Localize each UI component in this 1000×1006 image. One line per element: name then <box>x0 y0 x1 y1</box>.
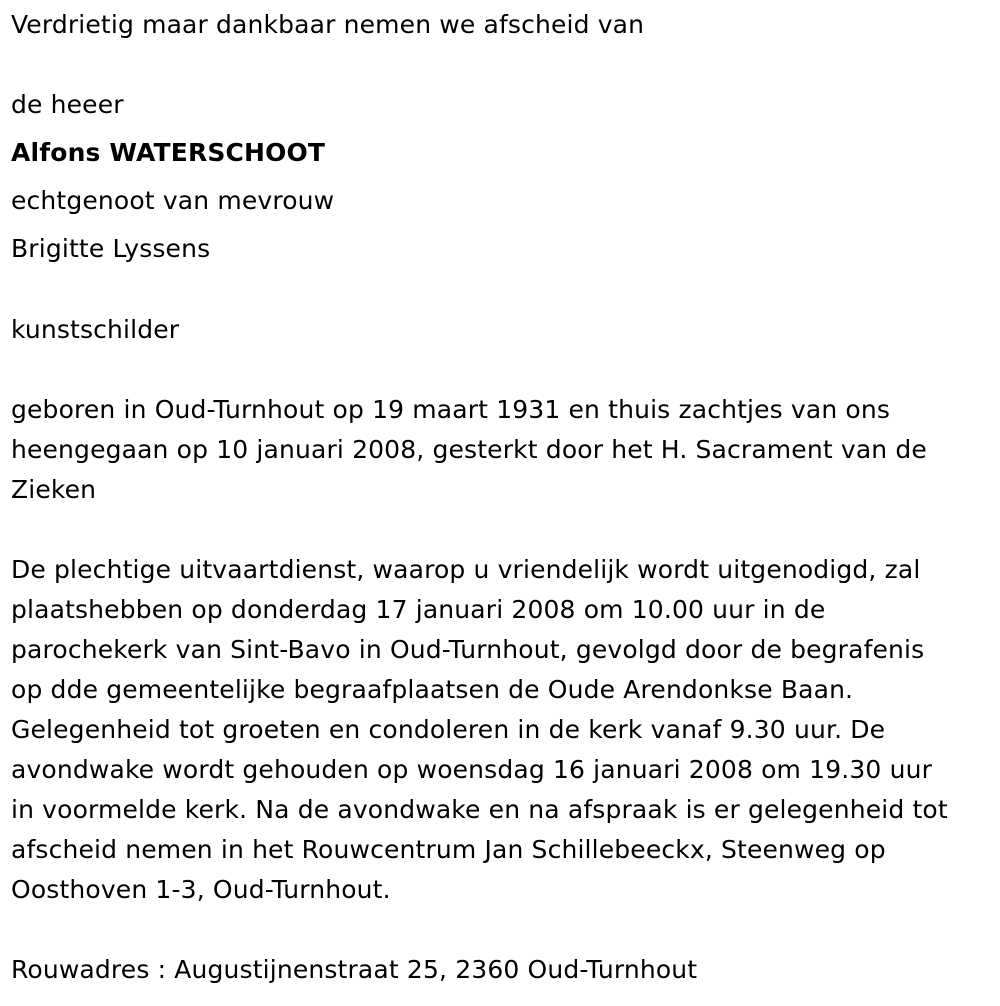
paragraph-line: Zieken <box>11 475 97 504</box>
paragraph-line: Oosthoven 1-3, Oud-Turnhout. <box>11 875 391 904</box>
intro-text: Verdrietig maar dankbaar nemen we afscheid van <box>11 10 645 39</box>
birth-death-paragraph <box>11 390 986 510</box>
paragraph-line: afscheid nemen in het Rouwcentrum Jan Schillebeeckx, Steenweg op <box>11 835 886 864</box>
paragraph-line: parochekerk van Sint-Bavo in Oud-Turnhout, gevolgd door de begrafenis <box>11 635 925 664</box>
paragraph-line: in voormelde kerk. Na de avondwake en na afspraak is er gelegenheid tot <box>11 795 948 824</box>
paragraph-line: geboren in Oud-Turnhout op 19 maart 1931 en thuis zachtjes van ons <box>11 395 891 424</box>
deceased-name: Alfons WATERSCHOOT <box>11 138 326 167</box>
ceremony-paragraph <box>11 550 986 910</box>
spouse-name: Brigitte Lyssens <box>11 234 211 263</box>
paragraph-line: plaatshebben op donderdag 17 januari 2008 om 10.00 uur in de <box>11 595 826 624</box>
paragraph-line: heengegaan op 10 januari 2008, gesterkt door het H. Sacrament van de <box>11 435 927 464</box>
paragraph-line: De plechtige uitvaartdienst, waarop u vriendelijk wordt uitgenodigd, zal <box>11 555 921 584</box>
mourning-address: Rouwadres : Augustijnenstraat 25, 2360 Oud-Turnhout <box>11 955 698 984</box>
profession: kunstschilder <box>11 315 180 344</box>
paragraph-line: avondwake wordt gehouden op woensdag 16 januari 2008 om 19.30 uur <box>11 755 932 784</box>
title-prefix: de heeer <box>11 90 124 119</box>
spouse-label: echtgenoot van mevrouw <box>11 186 335 215</box>
paragraph-line: op dde gemeentelijke begraafplaatsen de Oude Arendonkse Baan. <box>11 675 854 704</box>
paragraph-line: Gelegenheid tot groeten en condoleren in de kerk vanaf 9.30 uur. De <box>11 715 886 744</box>
